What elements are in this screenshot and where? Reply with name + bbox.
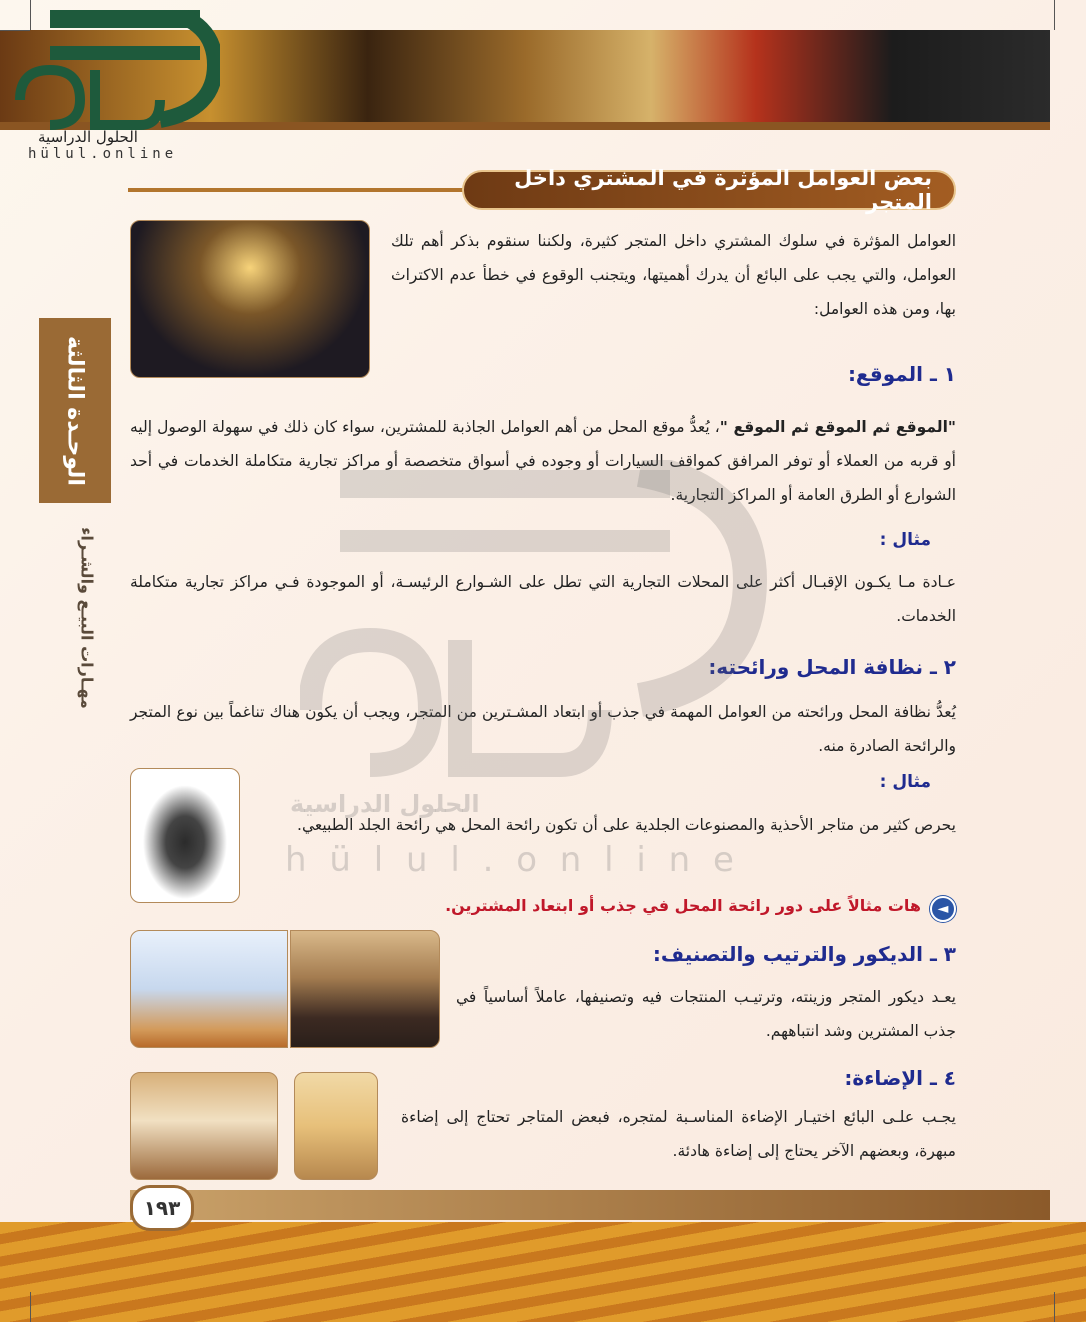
location-quote: "الموقع ثم الموقع ثم الموقع " [719,418,956,436]
cleanliness-paragraph: يُعدُّ نظافة المحل ورائحته من العوامل المهمة في جذب أو ابتعاد المشـترين من المتجر، ويجب أن يكون هناك تناغماً بين نوع المتجر والرائحة الصادرة منه. [130,703,956,755]
cleanliness-example-text: يحرص كثير من متاجر الأحذية والمصنوعات الجلدية على أن تكون رائحة المحل هي رائحة الجلد الطبيعي. [297,816,956,834]
store-interior-photo-1 [130,930,288,1048]
logo-url: hülul.online [28,146,178,162]
arrow-left-icon: ◄ [930,896,956,922]
crop-mark [30,0,31,30]
hulul-logo [10,10,220,160]
decor-paragraph: يعـد ديكور المتجر وزينته، وترتيـب المنتجات فيه وتصنيفها، عاملاً أساسياً في جذب المشترين وشد انتباههم. [456,988,956,1040]
unit-tab [39,318,111,503]
location-example-text: عـادة مـا يكـون الإقبـال أكثر على المحلات التجارية التي تطل على الشـوارع الرئيسـة، أو الموجودة فـي مراكز تجارية متكاملة الخدمات. [130,573,956,625]
factor-heading-location: ١ ـ الموقع: [847,362,956,386]
crop-mark [0,30,30,31]
crop-mark [30,1292,31,1322]
factor-heading-lighting: ٤ ـ الإضاءة: [844,1066,956,1090]
subject-label: مهـارات البيـع والشـراء [77,526,97,709]
cleanliness-example-label: مثال : [879,772,931,792]
section-title: بعض العوامل المؤثرة في المشتري داخل المتجر [462,170,956,210]
location-text: ، يُعدُّ موقع المحل من أهم العوامل الجاذبة للمشترين، سواء كان ذلك في سهولة الوصول إليه أو قربه من العملاء أو توفر المرافق كمواقف السيارات أو وجوده في أسواق متخصصة أو مراكز تجارية متكاملة الخدمات في أحد الشوارع أو الطرق العامة أو المراكز التجارية. [130,418,956,504]
footer-bar [130,1190,1050,1220]
shoes-photo [130,768,240,903]
clothing-shop-photo [294,1072,378,1180]
page-number: ١٩٣ [130,1185,194,1231]
logo-arabic-text: الحلول الدراسية [38,128,138,146]
subject-tab [70,515,104,720]
factor-heading-cleanliness: ٢ ـ نظافة المحل ورائحته: [708,655,956,679]
location-example-label: مثال : [879,530,931,550]
lighting-paragraph: يجـب علـى البائع اختيـار الإضاءة المناسـبة لمتجره، فبعض المتاجر تحتاج إلى إضاءة مبهرة، وبعضهم الآخر يحتاج إلى إضاءة هادئة. [401,1108,956,1160]
store-interior-photo-2 [290,930,440,1048]
crop-mark [1054,0,1055,30]
intro-paragraph: العوامل المؤثرة في سلوك المشتري داخل المتجر كثيرة، ولكننا سنقوم بذكر أهم تلك العوامل، والتي يجب على البائع أن يدرك أهميتها، ويتجنب الوقوع في خطأ عدم الاكتراث بها، ومن هذه العوامل: [391,232,956,318]
footer-decoration [0,1222,1086,1322]
unit-label: الوحـدة الثالثة [62,335,88,486]
night-city-photo [130,220,370,378]
cleanliness-question: هات مثالاً على دور رائحة المحل في جذب أو ابتعاد المشترين. [445,896,921,915]
factor-heading-decor: ٣ ـ الديكور والترتيب والتصنيف: [652,942,956,966]
watermark-url: h ü l u l . o n l i n e [285,840,740,880]
hulul-logo-mark-icon [10,10,220,140]
jewelry-shop-photo [130,1072,278,1180]
location-paragraph [130,410,956,512]
crop-mark [1054,1292,1055,1322]
watermark-arabic: الحلول الدراسية [290,790,480,818]
title-rule [128,188,468,192]
